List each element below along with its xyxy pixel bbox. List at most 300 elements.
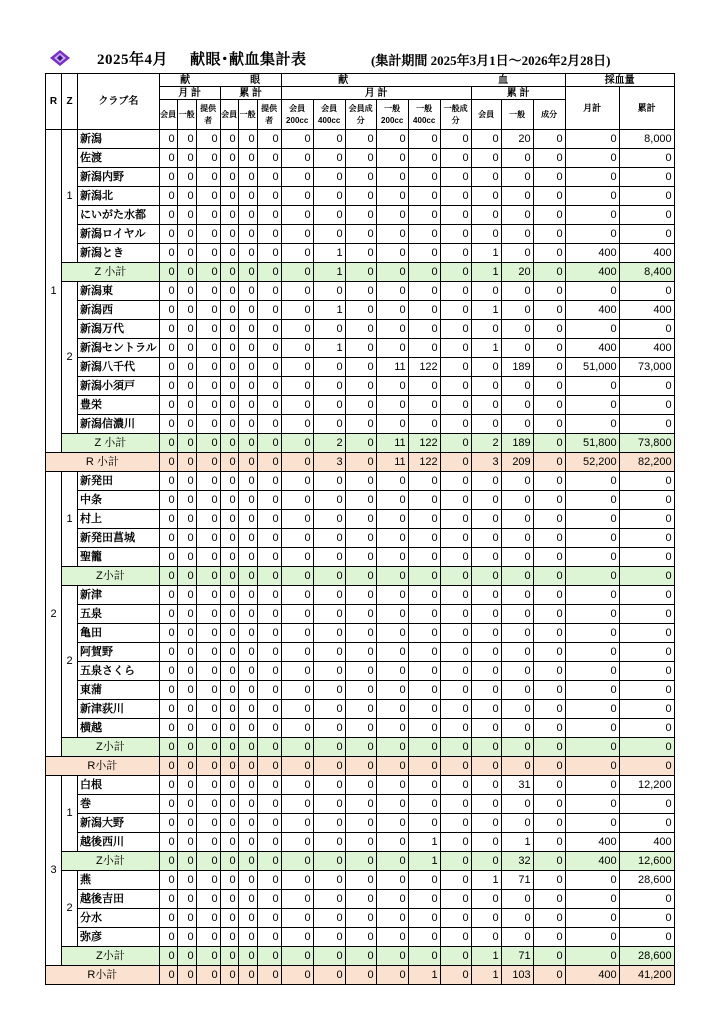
cell-eye-c-provider: 0 xyxy=(257,909,281,928)
cell-blood-m-member-200: 0 xyxy=(281,776,313,795)
cell-blood-m-general-200: 0 xyxy=(376,339,408,358)
cell-collect-cumulative: 0 xyxy=(619,909,674,928)
page-title xyxy=(97,48,307,69)
club-name: 新潟八千代 xyxy=(78,358,160,377)
cell-eye-c-general: 0 xyxy=(238,700,257,719)
cell-blood-m-general-200: 0 xyxy=(376,301,408,320)
cell-eye-c-member: 0 xyxy=(220,130,238,149)
collection-volume-header: 採血量 xyxy=(565,74,674,87)
cell-collect-monthly: 0 xyxy=(565,529,619,548)
cell-eye-c-general: 0 xyxy=(238,852,257,871)
cell-eye-c-member: 0 xyxy=(220,643,238,662)
cell-blood-c-comp: 0 xyxy=(533,890,565,909)
cell-blood-m-member-comp: 0 xyxy=(345,700,376,719)
zone-subtotal-label: Z 小計 xyxy=(62,434,160,453)
cell-blood-m-general-comp: 0 xyxy=(440,168,471,187)
cell-eye-c-member: 0 xyxy=(220,225,238,244)
cell-blood-m-general-400: 0 xyxy=(408,947,440,966)
cell-eye-c-provider: 0 xyxy=(257,282,281,301)
cell-eye-m-provider: 0 xyxy=(196,453,220,472)
cell-blood-c-member: 0 xyxy=(471,130,501,149)
cell-eye-c-general: 0 xyxy=(238,757,257,776)
club-name: 新潟 xyxy=(78,130,160,149)
cell-eye-m-member: 0 xyxy=(159,548,177,567)
cell-eye-c-provider: 0 xyxy=(257,130,281,149)
cell-eye-m-provider: 0 xyxy=(196,548,220,567)
cell-blood-m-general-200: 0 xyxy=(376,814,408,833)
cell-collect-monthly: 51,000 xyxy=(565,358,619,377)
cell-blood-c-general: 0 xyxy=(501,168,533,187)
cell-blood-m-general-comp: 0 xyxy=(440,738,471,757)
cell-eye-m-provider: 0 xyxy=(196,263,220,282)
cell-blood-c-comp: 0 xyxy=(533,662,565,681)
cell-blood-m-general-200: 0 xyxy=(376,529,408,548)
cell-collect-monthly: 0 xyxy=(565,928,619,947)
cell-blood-c-member: 0 xyxy=(471,225,501,244)
club-name: 燕 xyxy=(78,871,160,890)
club-name: 豊栄 xyxy=(78,396,160,415)
cell-blood-c-comp: 0 xyxy=(533,852,565,871)
cell-blood-m-member-400: 0 xyxy=(313,852,345,871)
cell-eye-m-provider: 0 xyxy=(196,700,220,719)
club-name: 新潟大野 xyxy=(78,814,160,833)
cell-collect-cumulative: 0 xyxy=(619,681,674,700)
cell-blood-m-general-200: 0 xyxy=(376,909,408,928)
cell-blood-m-general-comp: 0 xyxy=(440,681,471,700)
cell-blood-c-general: 0 xyxy=(501,301,533,320)
cell-eye-m-member: 0 xyxy=(159,434,177,453)
cell-blood-c-general: 71 xyxy=(501,871,533,890)
cell-eye-m-general: 0 xyxy=(177,320,196,339)
summary-table xyxy=(45,73,675,985)
cell-eye-m-general: 0 xyxy=(177,947,196,966)
blood-c-comp-header: 成分 xyxy=(533,100,565,130)
cell-blood-m-general-400: 0 xyxy=(408,738,440,757)
cell-eye-c-provider: 0 xyxy=(257,605,281,624)
cell-blood-m-general-400: 0 xyxy=(408,529,440,548)
cell-blood-m-general-400: 0 xyxy=(408,700,440,719)
cell-blood-c-member: 0 xyxy=(471,757,501,776)
cell-blood-m-general-200: 11 xyxy=(376,453,408,472)
cell-blood-m-general-200: 0 xyxy=(376,377,408,396)
cell-collect-cumulative: 12,200 xyxy=(619,776,674,795)
cell-eye-c-member: 0 xyxy=(220,738,238,757)
cell-collect-cumulative: 0 xyxy=(619,700,674,719)
cell-eye-m-member: 0 xyxy=(159,795,177,814)
cell-collect-monthly: 0 xyxy=(565,415,619,434)
blood-c-member-header: 会員 xyxy=(471,100,501,130)
cell-eye-c-provider: 0 xyxy=(257,415,281,434)
cell-eye-m-member: 0 xyxy=(159,168,177,187)
table-row xyxy=(46,700,675,719)
cell-collect-monthly: 0 xyxy=(565,890,619,909)
cell-eye-c-provider: 0 xyxy=(257,244,281,263)
cell-blood-m-member-200: 0 xyxy=(281,605,313,624)
blood-m-general-400-header: 一般400cc xyxy=(408,100,440,130)
cell-eye-c-general: 0 xyxy=(238,130,257,149)
cell-eye-m-provider: 0 xyxy=(196,643,220,662)
cell-blood-m-general-comp: 0 xyxy=(440,415,471,434)
region-subtotal-label: R 小計 xyxy=(46,453,160,472)
cell-collect-cumulative: 0 xyxy=(619,795,674,814)
cell-blood-c-general: 0 xyxy=(501,757,533,776)
cell-eye-c-general: 0 xyxy=(238,776,257,795)
cell-collect-cumulative: 0 xyxy=(619,320,674,339)
cell-blood-m-member-comp: 0 xyxy=(345,187,376,206)
cell-blood-m-general-comp: 0 xyxy=(440,719,471,738)
cell-blood-m-general-comp: 0 xyxy=(440,130,471,149)
cell-eye-m-member: 0 xyxy=(159,928,177,947)
cell-eye-m-general: 0 xyxy=(177,643,196,662)
cell-blood-c-comp: 0 xyxy=(533,130,565,149)
zone-label: 2 xyxy=(62,586,78,738)
zone-subtotal-row xyxy=(46,434,675,453)
cell-blood-m-general-200: 0 xyxy=(376,700,408,719)
cell-eye-c-member: 0 xyxy=(220,719,238,738)
cell-eye-m-general: 0 xyxy=(177,187,196,206)
cell-blood-m-general-comp: 0 xyxy=(440,871,471,890)
cell-collect-cumulative: 0 xyxy=(619,187,674,206)
cell-blood-m-general-comp: 0 xyxy=(440,700,471,719)
cell-eye-m-member: 0 xyxy=(159,206,177,225)
cell-eye-c-provider: 0 xyxy=(257,700,281,719)
cell-blood-m-member-400: 0 xyxy=(313,548,345,567)
cell-blood-c-general: 0 xyxy=(501,491,533,510)
cell-collect-monthly: 0 xyxy=(565,187,619,206)
region-subtotal-row xyxy=(46,453,675,472)
cell-collect-monthly: 400 xyxy=(565,966,619,985)
cell-blood-m-member-comp: 0 xyxy=(345,966,376,985)
cell-blood-m-general-400: 0 xyxy=(408,282,440,301)
cell-eye-m-member: 0 xyxy=(159,301,177,320)
cell-blood-c-comp: 0 xyxy=(533,814,565,833)
cell-eye-c-member: 0 xyxy=(220,472,238,491)
cell-blood-m-member-400: 0 xyxy=(313,700,345,719)
cell-eye-c-provider: 0 xyxy=(257,719,281,738)
cell-eye-m-member: 0 xyxy=(159,738,177,757)
cell-blood-m-member-comp: 0 xyxy=(345,548,376,567)
cell-blood-c-comp: 0 xyxy=(533,795,565,814)
cell-blood-c-comp: 0 xyxy=(533,719,565,738)
cell-eye-m-general: 0 xyxy=(177,871,196,890)
cell-blood-m-general-400: 0 xyxy=(408,586,440,605)
cell-eye-m-member: 0 xyxy=(159,776,177,795)
cell-collect-cumulative: 0 xyxy=(619,643,674,662)
cell-blood-c-member: 0 xyxy=(471,529,501,548)
cell-eye-c-member: 0 xyxy=(220,187,238,206)
cell-collect-cumulative: 400 xyxy=(619,339,674,358)
cell-eye-c-general: 0 xyxy=(238,624,257,643)
cell-eye-m-member: 0 xyxy=(159,339,177,358)
cell-blood-m-general-comp: 0 xyxy=(440,890,471,909)
cell-blood-m-general-400: 0 xyxy=(408,814,440,833)
cell-blood-c-comp: 0 xyxy=(533,529,565,548)
club-name: 巻 xyxy=(78,795,160,814)
cell-eye-c-general: 0 xyxy=(238,358,257,377)
cell-blood-c-general: 0 xyxy=(501,624,533,643)
cell-blood-c-general: 0 xyxy=(501,415,533,434)
cell-blood-m-general-400: 0 xyxy=(408,491,440,510)
blood-header-right: 血 xyxy=(498,74,509,86)
blood-m-general-comp-header: 一般成分 xyxy=(440,100,471,130)
cell-blood-c-member: 0 xyxy=(471,358,501,377)
cell-collect-cumulative: 0 xyxy=(619,491,674,510)
cell-blood-c-comp: 0 xyxy=(533,909,565,928)
cell-eye-m-member: 0 xyxy=(159,586,177,605)
cell-eye-c-general: 0 xyxy=(238,548,257,567)
cell-eye-c-provider: 0 xyxy=(257,510,281,529)
cell-blood-m-member-400: 0 xyxy=(313,947,345,966)
cell-eye-c-provider: 0 xyxy=(257,529,281,548)
cell-eye-c-general: 0 xyxy=(238,339,257,358)
cell-collect-cumulative: 0 xyxy=(619,757,674,776)
cell-blood-c-member: 0 xyxy=(471,320,501,339)
cell-eye-c-provider: 0 xyxy=(257,947,281,966)
cell-eye-m-provider: 0 xyxy=(196,529,220,548)
cell-eye-m-member: 0 xyxy=(159,814,177,833)
cell-blood-m-member-200: 0 xyxy=(281,168,313,187)
cell-blood-m-general-200: 0 xyxy=(376,187,408,206)
cell-blood-m-general-200: 0 xyxy=(376,206,408,225)
col-z-header: Z xyxy=(62,74,78,130)
cell-blood-m-member-comp: 0 xyxy=(345,795,376,814)
collection-cumulative-header: 累計 xyxy=(619,87,674,130)
cell-blood-m-general-200: 0 xyxy=(376,776,408,795)
cell-eye-c-member: 0 xyxy=(220,548,238,567)
cell-eye-c-member: 0 xyxy=(220,700,238,719)
cell-collect-cumulative: 8,400 xyxy=(619,263,674,282)
cell-blood-m-member-comp: 0 xyxy=(345,605,376,624)
cell-blood-c-comp: 0 xyxy=(533,947,565,966)
cell-blood-m-member-400: 0 xyxy=(313,472,345,491)
cell-collect-cumulative: 28,600 xyxy=(619,947,674,966)
cell-blood-m-member-comp: 0 xyxy=(345,415,376,434)
cell-blood-m-member-200: 0 xyxy=(281,149,313,168)
cell-blood-c-general: 0 xyxy=(501,928,533,947)
zone-subtotal-label: Z小計 xyxy=(62,852,160,871)
cell-collect-monthly: 0 xyxy=(565,548,619,567)
cell-blood-m-member-comp: 0 xyxy=(345,149,376,168)
cell-blood-m-member-400: 0 xyxy=(313,491,345,510)
cell-eye-m-provider: 0 xyxy=(196,168,220,187)
cell-blood-c-comp: 0 xyxy=(533,415,565,434)
region-subtotal-label: R小計 xyxy=(46,757,160,776)
eye-c-general-header: 一般 xyxy=(238,100,257,130)
cell-blood-m-member-400: 0 xyxy=(313,187,345,206)
cell-collect-cumulative: 12,600 xyxy=(619,852,674,871)
cell-blood-m-member-400: 0 xyxy=(313,719,345,738)
cell-eye-c-member: 0 xyxy=(220,909,238,928)
cell-eye-c-general: 0 xyxy=(238,301,257,320)
cell-blood-m-member-comp: 0 xyxy=(345,491,376,510)
blood-cumulative-header: 累 計 xyxy=(471,87,565,100)
table-row xyxy=(46,909,675,928)
cell-blood-m-member-comp: 0 xyxy=(345,244,376,263)
cell-blood-m-member-200: 0 xyxy=(281,833,313,852)
cell-blood-c-comp: 0 xyxy=(533,225,565,244)
cell-eye-m-member: 0 xyxy=(159,757,177,776)
cell-blood-c-general: 0 xyxy=(501,814,533,833)
cell-blood-c-general: 0 xyxy=(501,662,533,681)
cell-blood-m-member-400: 0 xyxy=(313,206,345,225)
cell-eye-m-general: 0 xyxy=(177,263,196,282)
cell-blood-m-member-200: 0 xyxy=(281,130,313,149)
cell-eye-m-member: 0 xyxy=(159,130,177,149)
cell-blood-c-member: 1 xyxy=(471,947,501,966)
cell-collect-cumulative: 0 xyxy=(619,662,674,681)
eye-m-provider-header: 提供者 xyxy=(196,100,220,130)
cell-collect-monthly: 0 xyxy=(565,662,619,681)
cell-collect-cumulative: 0 xyxy=(619,814,674,833)
cell-blood-m-general-comp: 0 xyxy=(440,795,471,814)
cell-blood-m-general-400: 0 xyxy=(408,377,440,396)
cell-eye-m-provider: 0 xyxy=(196,814,220,833)
cell-blood-m-general-comp: 0 xyxy=(440,358,471,377)
cell-eye-c-member: 0 xyxy=(220,415,238,434)
cell-eye-m-general: 0 xyxy=(177,225,196,244)
cell-blood-m-general-comp: 0 xyxy=(440,757,471,776)
cell-blood-m-general-comp: 0 xyxy=(440,187,471,206)
cell-collect-cumulative: 0 xyxy=(619,225,674,244)
cell-blood-c-comp: 0 xyxy=(533,377,565,396)
cell-blood-m-general-comp: 0 xyxy=(440,320,471,339)
cell-blood-c-general: 0 xyxy=(501,320,533,339)
blood-header-left: 献 xyxy=(338,74,349,86)
cell-blood-m-general-200: 0 xyxy=(376,852,408,871)
cell-eye-c-provider: 0 xyxy=(257,168,281,187)
blood-m-member-400-header: 会員400cc xyxy=(313,100,345,130)
cell-eye-m-general: 0 xyxy=(177,833,196,852)
cell-eye-c-general: 0 xyxy=(238,320,257,339)
cell-eye-c-provider: 0 xyxy=(257,643,281,662)
cell-collect-cumulative: 0 xyxy=(619,624,674,643)
cell-blood-m-general-comp: 0 xyxy=(440,643,471,662)
cell-blood-c-member: 0 xyxy=(471,909,501,928)
table-row xyxy=(46,719,675,738)
eye-m-general-header: 一般 xyxy=(177,100,196,130)
cell-collect-cumulative: 400 xyxy=(619,244,674,263)
cell-eye-m-general: 0 xyxy=(177,396,196,415)
cell-blood-m-member-400: 2 xyxy=(313,434,345,453)
cell-blood-m-member-200: 0 xyxy=(281,472,313,491)
cell-eye-c-general: 0 xyxy=(238,415,257,434)
cell-eye-m-member: 0 xyxy=(159,149,177,168)
table-row xyxy=(46,225,675,244)
cell-blood-m-member-400: 0 xyxy=(313,567,345,586)
cell-blood-m-general-200: 0 xyxy=(376,738,408,757)
cell-blood-m-member-400: 0 xyxy=(313,377,345,396)
cell-blood-m-general-200: 0 xyxy=(376,643,408,662)
eye-c-member-header: 会員 xyxy=(220,100,238,130)
cell-eye-m-provider: 0 xyxy=(196,605,220,624)
cell-blood-m-general-200: 0 xyxy=(376,871,408,890)
eye-header-left: 献 xyxy=(180,74,191,86)
table-row xyxy=(46,795,675,814)
cell-blood-m-general-400: 1 xyxy=(408,833,440,852)
table-row xyxy=(46,529,675,548)
cell-eye-m-provider: 0 xyxy=(196,928,220,947)
cell-blood-m-member-400: 0 xyxy=(313,529,345,548)
cell-eye-c-provider: 0 xyxy=(257,757,281,776)
cell-eye-m-member: 0 xyxy=(159,700,177,719)
table-row xyxy=(46,833,675,852)
cell-blood-m-general-400: 0 xyxy=(408,548,440,567)
cell-blood-m-member-400: 0 xyxy=(313,605,345,624)
cell-blood-m-general-200: 0 xyxy=(376,890,408,909)
cell-eye-m-general: 0 xyxy=(177,415,196,434)
cell-collect-cumulative: 28,600 xyxy=(619,871,674,890)
cell-blood-m-general-200: 0 xyxy=(376,510,408,529)
cell-blood-m-general-comp: 0 xyxy=(440,605,471,624)
eye-c-provider-header: 提供者 xyxy=(257,100,281,130)
cell-eye-c-general: 0 xyxy=(238,263,257,282)
cell-blood-m-member-comp: 0 xyxy=(345,586,376,605)
cell-eye-c-provider: 0 xyxy=(257,472,281,491)
cell-collect-monthly: 0 xyxy=(565,947,619,966)
cell-eye-m-member: 0 xyxy=(159,643,177,662)
cell-blood-m-general-comp: 0 xyxy=(440,814,471,833)
cell-blood-m-general-comp: 0 xyxy=(440,510,471,529)
cell-eye-c-member: 0 xyxy=(220,681,238,700)
cell-blood-m-member-400: 0 xyxy=(313,225,345,244)
cell-blood-m-general-400: 0 xyxy=(408,928,440,947)
cell-blood-c-comp: 0 xyxy=(533,738,565,757)
club-name: 新潟東 xyxy=(78,282,160,301)
zone-label: 1 xyxy=(62,472,78,567)
cell-eye-m-general: 0 xyxy=(177,149,196,168)
cell-blood-m-member-200: 0 xyxy=(281,358,313,377)
cell-blood-m-member-comp: 0 xyxy=(345,510,376,529)
cell-blood-c-comp: 0 xyxy=(533,510,565,529)
cell-blood-m-member-200: 0 xyxy=(281,909,313,928)
cell-collect-cumulative: 8,000 xyxy=(619,130,674,149)
cell-blood-m-member-400: 0 xyxy=(313,586,345,605)
cell-blood-c-general: 0 xyxy=(501,548,533,567)
cell-eye-m-general: 0 xyxy=(177,662,196,681)
cell-eye-m-member: 0 xyxy=(159,909,177,928)
cell-eye-c-provider: 0 xyxy=(257,149,281,168)
cell-blood-m-member-400: 0 xyxy=(313,757,345,776)
cell-blood-c-member: 1 xyxy=(471,966,501,985)
cell-collect-cumulative: 0 xyxy=(619,282,674,301)
cell-blood-c-general: 0 xyxy=(501,795,533,814)
cell-blood-m-member-200: 0 xyxy=(281,795,313,814)
cell-blood-m-general-200: 0 xyxy=(376,966,408,985)
table-row xyxy=(46,491,675,510)
cell-blood-c-general: 0 xyxy=(501,605,533,624)
cell-eye-c-general: 0 xyxy=(238,491,257,510)
cell-blood-c-member: 1 xyxy=(471,301,501,320)
cell-collect-monthly: 0 xyxy=(565,168,619,187)
cell-blood-m-general-200: 0 xyxy=(376,795,408,814)
cell-collect-monthly: 0 xyxy=(565,757,619,776)
cell-blood-m-member-200: 0 xyxy=(281,700,313,719)
table-row xyxy=(46,339,675,358)
cell-eye-m-general: 0 xyxy=(177,130,196,149)
cell-eye-m-general: 0 xyxy=(177,966,196,985)
cell-eye-c-provider: 0 xyxy=(257,377,281,396)
cell-collect-monthly: 0 xyxy=(565,776,619,795)
cell-blood-m-member-comp: 0 xyxy=(345,396,376,415)
cell-collect-monthly: 400 xyxy=(565,244,619,263)
table-row xyxy=(46,396,675,415)
cell-blood-m-general-400: 0 xyxy=(408,662,440,681)
club-name: 新発田 xyxy=(78,472,160,491)
cell-eye-m-provider: 0 xyxy=(196,320,220,339)
cell-blood-m-member-comp: 0 xyxy=(345,852,376,871)
cell-blood-m-member-comp: 0 xyxy=(345,339,376,358)
table-row xyxy=(46,130,675,149)
